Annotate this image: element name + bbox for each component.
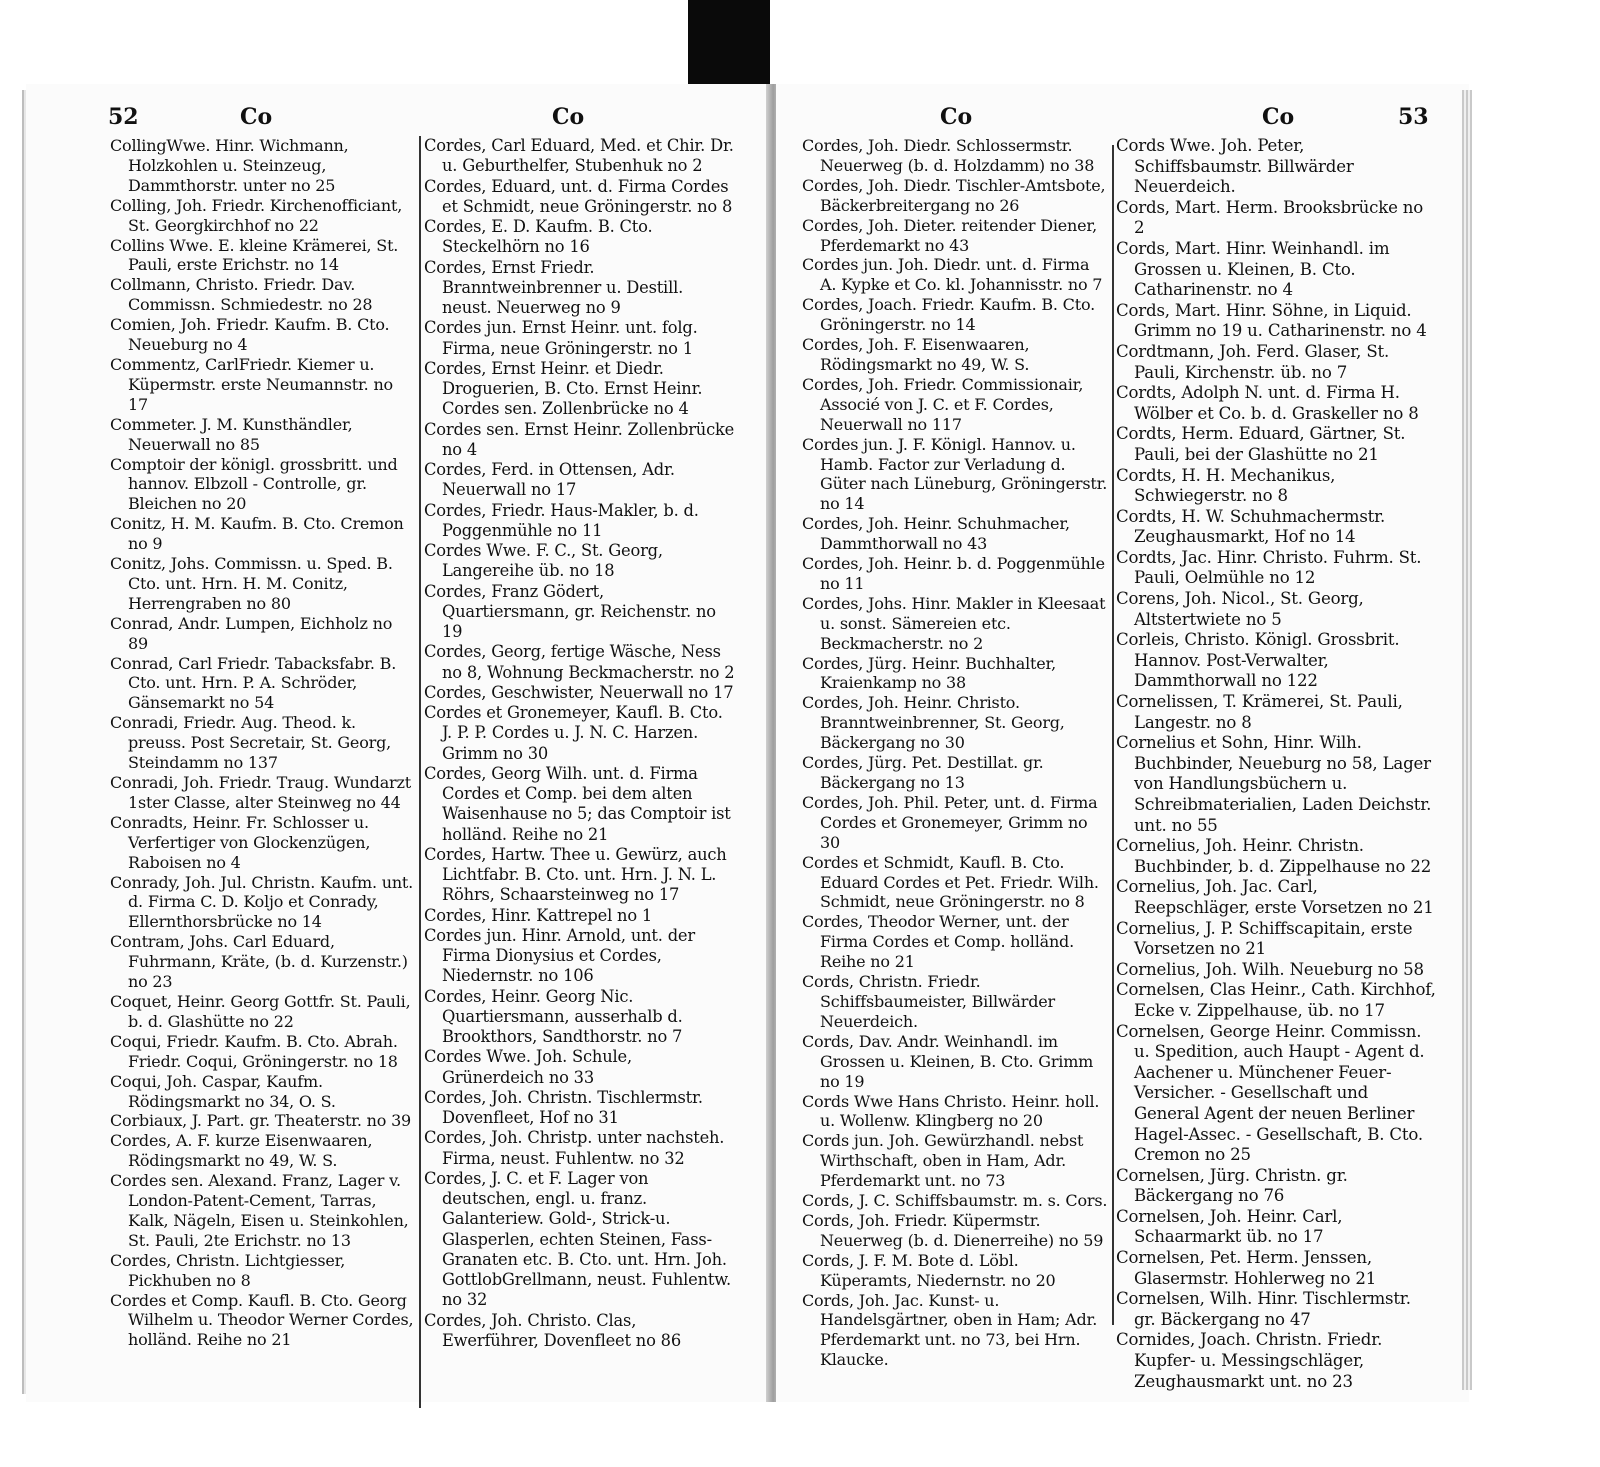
directory-entry: Cordts, H. H. Mechanikus, Schwiegerstr. no 8 <box>1116 465 1336 506</box>
directory-entry: Coqui, Joh. Caspar, Kaufm. Rödingsmarkt no 34, O. S. <box>110 1071 336 1111</box>
directory-entry: Coquet, Heinr. Georg Gottfr. St. Pauli, b. d. Glashütte no 22 <box>110 991 411 1031</box>
directory-entry: Cordts, H. W. Schuhmachermstr. Zeughausmarkt, Hof no 14 <box>1116 506 1386 547</box>
directory-entry: CollingWwe. Hinr. Wichmann, Holzkohlen u. Steinzeug, Dammthorstr. unter no 25 <box>110 136 349 195</box>
directory-entry: Contram, Johs. Carl Eduard, Fuhrmann, Kräte, (b. d. Kurzenstr.) no 23 <box>110 932 408 992</box>
directory-entry: Cordes, Christn. Lichtgiesser, Pickhuben no 8 <box>110 1250 346 1290</box>
directory-entry: Conradts, Heinr. Fr. Schlosser u. Verfertiger von Glockenzügen, Raboisen no 4 <box>110 812 371 872</box>
directory-entry: Conrad, Andr. Lumpen, Eichholz no 89 <box>110 613 393 653</box>
directory-entry: Commentz, CarlFriedr. Kiemer u. Küpermstr. erste Neumannstr. no 17 <box>110 354 393 414</box>
directory-entry: Cornelius, J. P. Schiffscapitain, erste Vorsetzen no 21 <box>1116 918 1413 959</box>
directory-entry: Cords, Mart. Hinr. Söhne, in Liquid. Grimm no 19 u. Catharinenstr. no 4 <box>1116 300 1427 341</box>
directory-entry: Cords, Christn. Friedr. Schiffsbaumeister, Billwärder Neuerdeich. <box>802 972 1055 1031</box>
directory-entry: Cornelsen, Clas Heinr., Cath. Kirchhof, Ecke v. Zippelhause, üb. no 17 <box>1116 980 1436 1020</box>
directory-entry: Conitz, H. M. Kaufm. B. Cto. Cremon no 9 <box>110 514 404 554</box>
directory-entry: Cornelsen, Jürg. Christn. gr. Bäckergang no 76 <box>1116 1165 1348 1206</box>
directory-entry: Cordes, Ernst Heinr. et Diedr. Droguerien, B. Cto. Ernst Heinr. Cordes sen. Zollenbrücke no 4 <box>424 358 703 419</box>
directory-entry: Cordes, Hartw. Thee u. Gewürz, auch Lichtfabr. B. Cto. unt. Hrn. J. N. L. Röhrs, Schaarsteinweg no 17 <box>424 844 727 905</box>
directory-entry: Cornides, Joach. Christn. Friedr. Kupfer- u. Messingschläger, Zeughausmarkt unt. no 23 <box>1116 1330 1383 1391</box>
directory-entry: Cordes sen. Alexand. Franz, Lager v. London-Patent-Cement, Tarras, Kalk, Nägeln, Eisen u. Steinkohlen, St. Pauli, 2te Erichstr. no 13 <box>110 1171 409 1250</box>
directory-entry: Cordes, Joh. Heinr. Christo. Branntweinbrenner, St. Georg, Bäckergang no 30 <box>802 693 1065 753</box>
directory-entry: Cordes, Eduard, unt. d. Firma Cordes et Schmidt, neue Gröningerstr. no 8 <box>424 176 733 216</box>
right-page-edges <box>1462 90 1472 1390</box>
directory-entry: Cornelsen, Wilh. Hinr. Tischlermstr. gr. Bäckergang no 47 <box>1116 1289 1411 1329</box>
directory-entry: Cordts, Herm. Eduard, Gärtner, St. Pauli, bei der Glashütte no 21 <box>1116 424 1406 464</box>
left-page-column-2 <box>424 136 736 1351</box>
directory-entry: Cords, J. F. M. Bote d. Löbl. Küperamts, Niedernstr. no 20 <box>802 1250 1056 1290</box>
directory-entry: Comien, Joh. Friedr. Kaufm. B. Cto. Neueburg no 4 <box>110 315 390 355</box>
directory-entry: Cordes, Ferd. in Ottensen, Adr. Neuerwall no 17 <box>424 460 675 500</box>
directory-entry: Cordes, Ernst Friedr. Branntweinbrenner u. Destill. neust. Neuerweg no 9 <box>424 257 684 317</box>
directory-entry: Cordes, Joh. Christn. Tischlermstr. Dovenfleet, Hof no 31 <box>424 1087 703 1127</box>
directory-entry: Cords, Mart. Hinr. Weinhandl. im Grossen u. Kleinen, B. Cto. Catharinenstr. no 4 <box>1116 238 1390 300</box>
left-head-right: Co <box>552 104 585 130</box>
directory-entry: Cordes et Schmidt, Kaufl. B. Cto. Eduard Cordes et Pet. Friedr. Wilh. Schmidt, neue Gröningerstr. no 8 <box>802 852 1099 912</box>
right-page-column-2 <box>1116 136 1436 1392</box>
directory-entry: Cordes et Gronemeyer, Kaufl. B. Cto. J. P. P. Cordes u. J. N. C. Harzen. Grimm no 30 <box>424 703 723 763</box>
directory-entry: Cordes, Joh. Heinr. Schuhmacher, Dammthorwall no 43 <box>802 514 1070 554</box>
directory-entry: Cordes, Joh. Friedr. Commissionair, Associé von J. C. et F. Cordes, Neuerwall no 117 <box>802 374 1084 434</box>
directory-entry: Cornelsen, George Heinr. Commissn. u. Spedition, auch Haupt - Agent d. Aachener u. Münchener Feuer-Versicher. - Gesellschaft und General Agent der neuen Berliner Hagel-Assec. - Gesellschaft, B. Cto. Cremon no 25 <box>1116 1021 1425 1165</box>
directory-entry: Cordes, Franz Gödert, Quartiersmann, gr. Reichenstr. no 19 <box>424 581 716 641</box>
directory-entry: Cordes, Joh. Christp. unter nachsteh. Firma, neust. Fuhlentw. no 32 <box>424 1128 725 1168</box>
directory-entry: Cordes, Heinr. Georg Nic. Quartiersmann, ausserhalb d. Brookthors, Sandthorstr. no 7 <box>424 986 683 1046</box>
directory-entry: Cordes, Carl Eduard, Med. et Chir. Dr. u. Geburthelfer, Stubenhuk no 2 <box>424 136 734 176</box>
left-column-rule <box>419 136 421 1408</box>
directory-entry: Cordtmann, Joh. Ferd. Glaser, St. Pauli, Kirchenstr. üb. no 7 <box>1116 341 1390 382</box>
right-head-right: Co <box>1262 104 1295 130</box>
directory-entry: Cornelsen, Joh. Heinr. Carl, Schaarmarkt üb. no 17 <box>1116 1206 1343 1247</box>
directory-entry: Cordes, Theodor Werner, unt. der Firma Cordes et Comp. holländ. Reihe no 21 <box>802 912 1074 972</box>
directory-entry: Cordes, Jürg. Heinr. Buchhalter, Kraienkamp no 38 <box>802 653 1057 693</box>
directory-entry: Cordes, Joh. Diedr. Schlossermstr. Neuerweg (b. d. Holzdamm) no 38 <box>802 136 1095 175</box>
directory-entry: Comptoir der königl. grossbritt. und hannov. Elbzoll - Controlle, gr. Bleichen no 20 <box>110 454 398 514</box>
directory-entry: Cordts, Jac. Hinr. Christo. Fuhrm. St. Pauli, Oelmühle no 12 <box>1116 547 1422 588</box>
directory-entry: Cordes jun. Ernst Heinr. unt. folg. Firma, neue Gröningerstr. no 1 <box>424 318 698 358</box>
directory-entry: Cords, Mart. Herm. Brooksbrücke no 2 <box>1116 197 1424 238</box>
directory-entry: Cordes, Georg, fertige Wäsche, Ness no 8, Wohnung Beckmacherstr. no 2 <box>424 642 735 682</box>
directory-entry: Collins Wwe. E. kleine Krämerei, St. Pauli, erste Erichstr. no 14 <box>110 235 399 275</box>
left-page-number: 52 <box>108 104 139 130</box>
directory-entry: Cordes, Joh. Phil. Peter, unt. d. Firma Cordes et Gronemeyer, Grimm no 30 <box>802 792 1098 852</box>
right-head-left: Co <box>940 104 973 130</box>
directory-entry: Cornelissen, T. Krämerei, St. Pauli, Langestr. no 8 <box>1116 692 1403 732</box>
left-head-left: Co <box>240 104 273 130</box>
directory-entry: Cordes jun. Hinr. Arnold, unt. der Firma Dionysius et Cordes, Niedernstr. no 106 <box>424 925 695 986</box>
directory-entry: Cornelius, Joh. Wilh. Neueburg no 58 <box>1116 959 1424 979</box>
directory-entry: Cordes, Hinr. Kattrepel no 1 <box>424 905 653 925</box>
left-page-column-1 <box>110 136 414 1350</box>
directory-entry: Cordts, Adolph N. unt. d. Firma H. Wölber et Co. b. d. Graskeller no 8 <box>1116 383 1419 423</box>
right-column-rule <box>1112 145 1114 1325</box>
directory-entry: Collmann, Christo. Friedr. Dav. Commissn. Schmiedestr. no 28 <box>110 275 373 315</box>
directory-entry: Cords, J. C. Schiffsbaumstr. m. s. Cors. <box>802 1191 1108 1211</box>
directory-entry: Cordes, Joh. Diedr. Tischler-Amtsbote, Bäckerbreitergang no 26 <box>802 175 1106 215</box>
directory-entry: Cornelius, Joh. Jac. Carl, Reepschläger, erste Vorsetzen no 21 <box>1116 877 1434 917</box>
directory-entry: Cords, Joh. Friedr. Küpermstr. Neuerweg (b. d. Dienerreihe) no 59 <box>802 1210 1104 1250</box>
directory-entry: Cords, Dav. Andr. Weinhandl. im Grossen u. Kleinen, B. Cto. Grimm no 19 <box>802 1031 1094 1091</box>
directory-entry: Conradi, Friedr. Aug. Theod. k. preuss. Post Secretair, St. Georg, Steindamm no 137 <box>110 713 392 773</box>
directory-entry: Cordes Wwe. Joh. Schule, Grünerdeich no 33 <box>424 1047 632 1087</box>
directory-entry: Cordes, Joh. F. Eisenwaaren, Rödingsmarkt no 49, W. S. <box>802 335 1030 374</box>
directory-entry: Cords Wwe. Joh. Peter, Schiffsbaumstr. Billwärder Neuerdeich. <box>1116 136 1354 197</box>
directory-entry: Commeter. J. M. Kunsthändler, Neuerwall no 85 <box>110 414 353 454</box>
directory-entry: Cordes, Joh. Heinr. b. d. Poggenmühle no 11 <box>802 554 1105 593</box>
right-page-column-1 <box>802 136 1108 1370</box>
directory-entry: Cordes, Geschwister, Neuerwall no 17 <box>424 682 734 702</box>
right-page-number: 53 <box>1398 104 1429 130</box>
directory-entry: Coqui, Friedr. Kaufm. B. Cto. Abrah. Friedr. Coqui, Gröningerstr. no 18 <box>110 1031 398 1071</box>
directory-entry: Cordes, Jürg. Pet. Destillat. gr. Bäckergang no 13 <box>802 753 1044 792</box>
directory-entry: Conitz, Johs. Commissn. u. Sped. B. Cto. unt. Hrn. H. M. Conitz, Herrengraben no 80 <box>110 554 393 613</box>
directory-entry: Cordes, J. C. et F. Lager von deutschen, engl. u. franz. Galanteriew. Gold-, Strick-u. Glasperlen, echten Steinen, Fass-Granaten etc. B. Cto. unt. Hrn. Joh. GottlobGrellmann, neust. Fuhlentw. no 32 <box>424 1168 732 1310</box>
directory-entry: Cordes, Joach. Friedr. Kaufm. B. Cto. Gröningerstr. no 14 <box>802 295 1095 335</box>
directory-entry: Cordes jun. J. F. Königl. Hannov. u. Hamb. Factor zur Verladung d. Güter nach Lüneburg, Gröningerstr. no 14 <box>802 434 1108 514</box>
directory-entry: Corleis, Christo. Königl. Grossbrit. Hannov. Post-Verwalter, Dammthorwall no 122 <box>1116 630 1400 691</box>
directory-entry: Cordes, Johs. Hinr. Makler in Kleesaat u. sonst. Sämereien etc. Beckmacherstr. no 2 <box>802 593 1106 653</box>
binding-strip <box>688 0 770 84</box>
directory-entry: Cordes, A. F. kurze Eisenwaaren, Rödingsmarkt no 49, W. S. <box>110 1131 373 1171</box>
directory-entry: Conrad, Carl Friedr. Tabacksfabr. B. Cto. unt. Hrn. P. A. Schröder, Gänsemarkt no 54 <box>110 653 397 713</box>
directory-entry: Cornelsen, Pet. Herm. Jenssen, Glasermstr. Hohlerweg no 21 <box>1116 1248 1377 1288</box>
directory-entry: Cordes et Comp. Kaufl. B. Cto. Georg Wilhelm u. Theodor Werner Cordes, holländ. Reihe no 21 <box>110 1290 414 1350</box>
directory-entry: Conradi, Joh. Friedr. Traug. Wundarzt 1ster Classe, alter Steinweg no 44 <box>110 773 411 812</box>
directory-entry: Cordes, E. D. Kaufm. B. Cto. Steckelhörn no 16 <box>424 217 653 257</box>
directory-entry: Cordes, Georg Wilh. unt. d. Firma Cordes et Comp. bei dem alten Waisenhause no 5; das Comptoir ist holländ. Reihe no 21 <box>424 763 731 844</box>
directory-entry: Cordes sen. Ernst Heinr. Zollenbrücke no 4 <box>424 419 735 459</box>
directory-entry: Cordes, Joh. Dieter. reitender Diener, Pferdemarkt no 43 <box>802 215 1097 255</box>
directory-entry: Conrady, Joh. Jul. Christn. Kaufm. unt. d. Firma C. D. Koljo et Conrady, Ellernthorsbrücke no 14 <box>110 872 414 932</box>
directory-entry: Colling, Joh. Friedr. Kirchenofficiant, St. Georgkirchhof no 22 <box>110 195 403 235</box>
directory-entry: Cordes jun. Joh. Diedr. unt. d. Firma A. Kypke et Co. kl. Johannisstr. no 7 <box>802 255 1103 295</box>
directory-entry: Cords, Joh. Jac. Kunst- u. Handelsgärtner, oben in Ham; Adr. Pferdemarkt unt. no 73, bei Hrn. Klaucke. <box>802 1290 1098 1370</box>
directory-entry: Cordes, Friedr. Haus-Makler, b. d. Poggenmühle no 11 <box>424 500 699 540</box>
directory-entry: Cordes, Joh. Christo. Clas, Ewerführer, Dovenfleet no 86 <box>424 1310 681 1350</box>
directory-entry: Cornelius, Joh. Heinr. Christn. Buchbinder, b. d. Zippelhause no 22 <box>1116 836 1432 876</box>
directory-entry: Cords jun. Joh. Gewürzhandl. nebst Wirthschaft, oben in Ham, Adr. Pferdemarkt unt. no 73 <box>802 1131 1084 1191</box>
directory-entry: Corbiaux, J. Part. gr. Theaterstr. no 39 <box>110 1111 412 1131</box>
directory-entry: Cords Wwe Hans Christo. Heinr. holl. u. Wollenw. Klingberg no 20 <box>802 1091 1100 1131</box>
directory-entry: Cordes Wwe. F. C., St. Georg, Langereihe üb. no 18 <box>424 541 663 581</box>
directory-entry: Cornelius et Sohn, Hinr. Wilh. Buchbinder, Neueburg no 58, Lager von Handlungsbüchern u. Schreibmaterialien, Laden Deichstr. unt. no 55 <box>1116 733 1432 835</box>
directory-entry: Corens, Joh. Nicol., St. Georg, Altstertwiete no 5 <box>1116 589 1364 629</box>
